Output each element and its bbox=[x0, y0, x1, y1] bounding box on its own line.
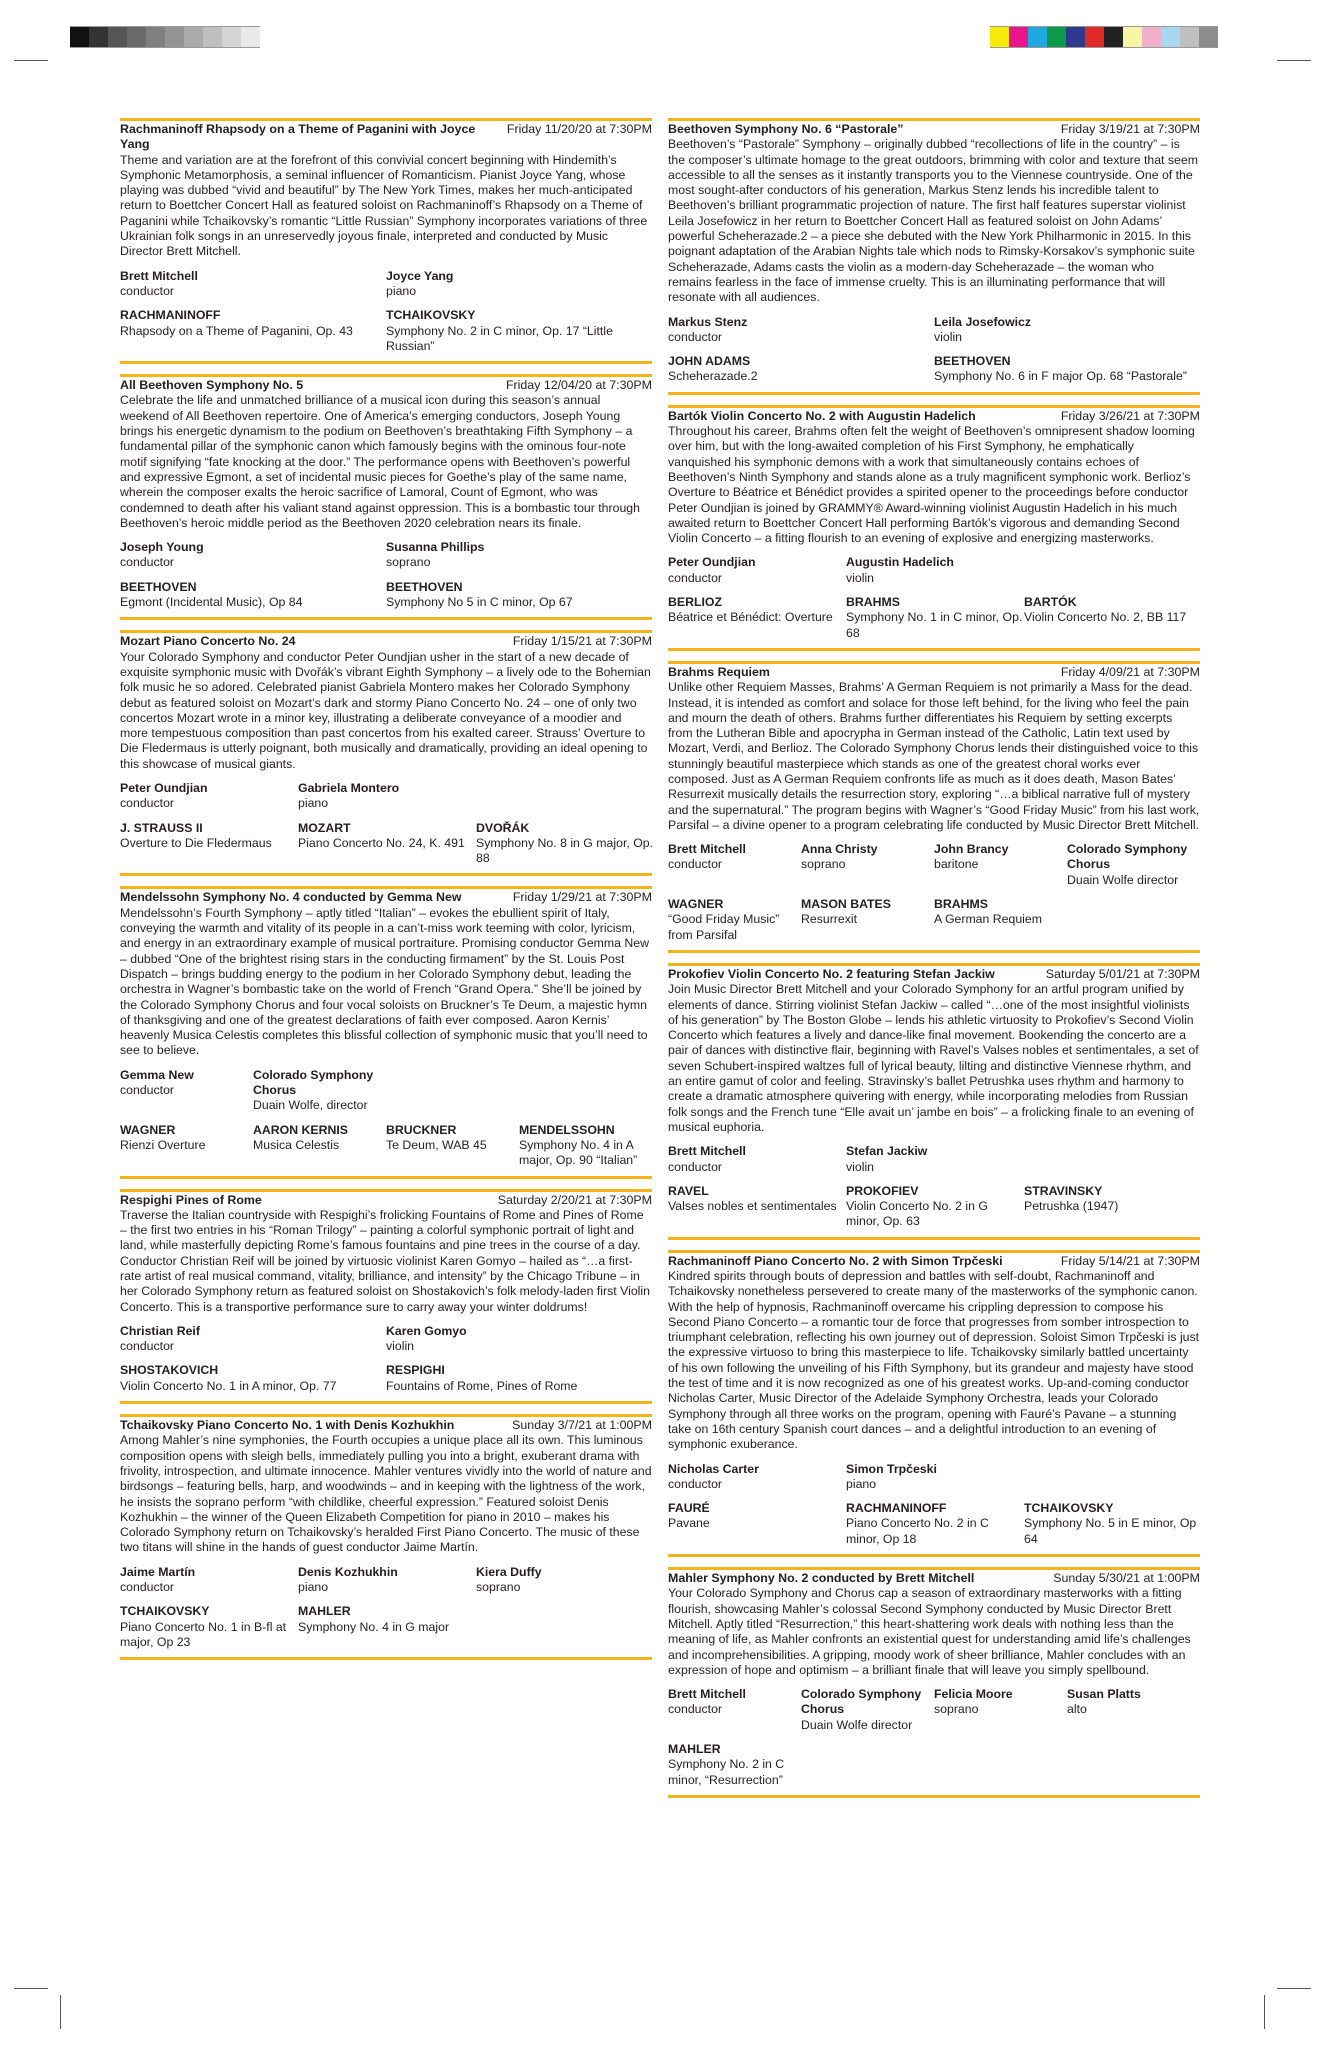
concert-listing bbox=[668, 963, 1200, 1240]
performer-name: Peter Oundjian bbox=[668, 555, 756, 570]
concert-listing bbox=[120, 374, 652, 620]
program-work bbox=[120, 1604, 298, 1650]
program-work bbox=[1024, 1501, 1202, 1547]
concert-header bbox=[668, 118, 1200, 137]
program-work bbox=[120, 1123, 253, 1169]
composer-name: AARON KERNIS bbox=[253, 1122, 348, 1137]
concert-title: Rachmaninoff Piano Concerto No. 2 with Simon Trpčeski bbox=[668, 1253, 1003, 1268]
concert-header bbox=[120, 1414, 652, 1433]
composer-name: STRAVINSKY bbox=[1024, 1183, 1103, 1198]
concert-date: Sunday 5/30/21 at 1:00PM bbox=[1053, 1571, 1200, 1586]
performer bbox=[668, 842, 801, 888]
composer-name: FAURÉ bbox=[668, 1501, 710, 1516]
performer-role: piano bbox=[846, 1476, 877, 1491]
performer-role: alto bbox=[1067, 1702, 1087, 1717]
left-column bbox=[120, 118, 652, 1670]
work-title: Violin Concerto No. 1 in A minor, Op. 77 bbox=[120, 1378, 337, 1393]
performer-list bbox=[120, 269, 652, 300]
program-work bbox=[120, 1363, 386, 1394]
performer bbox=[668, 1687, 801, 1733]
color-swatch bbox=[1009, 26, 1028, 48]
performer-role: violin bbox=[934, 329, 963, 344]
concert-listing bbox=[668, 661, 1200, 953]
concert-date: Friday 3/19/21 at 7:30PM bbox=[1060, 122, 1200, 136]
work-title: Scheherazade.2 bbox=[668, 369, 758, 384]
program-work bbox=[668, 595, 846, 641]
crop-mark bbox=[1277, 1988, 1311, 1989]
performer-list bbox=[668, 315, 1200, 346]
performer-role: soprano bbox=[934, 1702, 979, 1717]
performer bbox=[668, 555, 846, 586]
performer-name: Susan Platts bbox=[1067, 1687, 1141, 1702]
composer-name: MOZART bbox=[298, 820, 351, 835]
performer-list bbox=[668, 1462, 1200, 1493]
concert-header bbox=[120, 630, 652, 649]
color-swatch bbox=[1123, 26, 1142, 48]
program-list bbox=[120, 1363, 652, 1394]
performer-name: Susanna Phillips bbox=[386, 540, 485, 555]
performer bbox=[386, 269, 652, 300]
concert-date: Friday 5/14/21 at 7:30PM bbox=[1060, 1253, 1200, 1268]
program-work bbox=[386, 580, 652, 611]
concert-date: Saturday 5/01/21 at 7:30PM bbox=[1045, 966, 1200, 981]
program-work bbox=[120, 580, 386, 611]
performer bbox=[1067, 842, 1200, 888]
composer-name: MENDELSSOHN bbox=[519, 1122, 615, 1137]
performer-role: violin bbox=[846, 570, 875, 585]
program-list bbox=[120, 580, 652, 611]
performer bbox=[476, 1565, 654, 1596]
performer-list bbox=[668, 1687, 1200, 1733]
program-work bbox=[298, 1604, 476, 1650]
performer bbox=[298, 1565, 476, 1596]
performer-role: piano bbox=[298, 796, 329, 811]
work-title: Pavane bbox=[668, 1516, 710, 1531]
work-title: A German Requiem bbox=[934, 912, 1042, 927]
program-work bbox=[846, 595, 1024, 641]
color-swatch bbox=[1104, 26, 1123, 48]
performer-name: Christian Reif bbox=[120, 1323, 200, 1338]
composer-name: RESPIGHI bbox=[386, 1363, 445, 1378]
performer-list bbox=[120, 1565, 652, 1596]
performer-role: violin bbox=[846, 1159, 875, 1174]
work-title: Symphony No. 5 in E minor, Op 64 bbox=[1024, 1516, 1197, 1546]
performer bbox=[120, 781, 298, 812]
concert-title: Mendelssohn Symphony No. 4 conducted by Gemma New bbox=[120, 890, 462, 905]
color-swatch bbox=[1180, 26, 1199, 48]
performer-list bbox=[120, 1324, 652, 1355]
performer-role: conductor bbox=[120, 1083, 175, 1098]
concert-description: Mendelssohn’s Fourth Symphony – aptly titled “Italian” – evokes the ebullient spirit of Italy, conveying the warmth and vitality of its people in a can’t-miss work teeming with color, lyricism, and energy in an extraordinary example of musical portraiture. Promising conductor Gemma New – dubbed “One of the brightest rising stars in the conducting firmament” by the St. Louis Post Dispatch – brings budding energy to the podium in her Colorado Symphony debut, leading the orchestra in Wagner’s bombastic take on the world of French “Grand Opera.” She’ll be joined by the Colorado Symphony Chorus and four vocal soloists on Bruckner’s Te Deum, a majestic hymn of thanksgiving and one of the greatest declarations of faith ever composed. Aaron Kernis’ heavenly Musica Celestis completes this blissful collection of symphonic music that you’ll need to see to believe. bbox=[120, 905, 650, 1058]
concert-title: Bartók Violin Concerto No. 2 with Augustin Hadelich bbox=[668, 408, 976, 423]
performer bbox=[120, 269, 386, 300]
program-work bbox=[934, 354, 1200, 385]
color-swatch bbox=[1085, 26, 1104, 48]
performer bbox=[298, 781, 476, 812]
performer-list bbox=[120, 1068, 652, 1114]
color-swatch bbox=[222, 26, 241, 48]
performer-name: Joyce Yang bbox=[386, 268, 454, 283]
performer bbox=[801, 842, 934, 888]
performer-name: Simon Trpčeski bbox=[846, 1461, 937, 1476]
performer bbox=[253, 1068, 386, 1114]
performer-role: conductor bbox=[668, 857, 723, 872]
composer-name: BRAHMS bbox=[934, 897, 988, 912]
composer-name: DVOŘÁK bbox=[476, 820, 530, 835]
color-swatch bbox=[184, 26, 203, 48]
concert-title: All Beethoven Symphony No. 5 bbox=[120, 378, 304, 393]
performer bbox=[668, 1144, 846, 1175]
program-work bbox=[386, 308, 652, 354]
work-title: Egmont (Incidental Music), Op 84 bbox=[120, 595, 303, 610]
performer-role: conductor bbox=[668, 1702, 723, 1717]
color-swatch bbox=[1161, 26, 1180, 48]
concert-description: Unlike other Requiem Masses, Brahms’ A German Requiem is not primarily a Mass for the dead. Instead, it is intended as comfort and solace for those left behind, for the living who feel the pain and mourn the death of others. Brahms further differentiates his Requiem by setting excerpts from the Lutheran Bible and apocrypha in German instead of the Catholic, Latin text used by Mozart, Verdi, and Berlioz. The Colorado Symphony Chorus lends their distinguished voice to this stunningly beautiful masterpiece which stands as one of the greatest choral works ever composed. Just as A German Requiem confronts life as much as it does death, Mason Bates’ Resurrexit musically details the resurrection story, exploring “…a biblical narrative full of mystery and the supernatural.” The program begins with Wagner’s “Good Friday Music” from his last work, Parsifal – a divine opener to a program celebrating life conducted by Music Director Brett Mitchell. bbox=[668, 680, 1200, 832]
concert-listing bbox=[120, 886, 652, 1178]
performer-name: Karen Gomyo bbox=[386, 1323, 467, 1338]
concert-date: Sunday 3/7/21 at 1:00PM bbox=[512, 1418, 652, 1433]
program-work bbox=[668, 1742, 801, 1788]
color-swatch bbox=[165, 26, 184, 48]
performer-name: Brett Mitchell bbox=[668, 1144, 746, 1159]
program-work bbox=[934, 897, 1067, 943]
performer bbox=[934, 842, 1067, 888]
program-work bbox=[386, 1363, 652, 1394]
work-title: Overture to Die Fledermaus bbox=[120, 835, 272, 850]
work-title: Piano Concerto No. 1 in B-fl at major, Op 23 bbox=[120, 1619, 287, 1649]
performer-role: piano bbox=[386, 283, 417, 298]
performer-name: Brett Mitchell bbox=[668, 1687, 746, 1702]
concert-description: Kindred spirits through bouts of depression and battles with self-doubt, Rachmaninoff and Tchaikovsky nonetheless persevered to create many of the masterworks of the symphonic canon. With the help of hypnosis, Rachmaninoff overcame his crippling depression to compose his Second Piano Concerto – a romantic tour de force that progresses from somber introspection to triumphant celebration, reflecting his own journey out of depression. Soloist Simon Trpčeski is just the expressive virtuoso to bring this masterpiece to life. Tchaikovsky similarly battled uncertainty of his own following the unveiling of his Fifth Symphony, but its grandeur and majesty have stood the test of time and it is now recognized as one of his greatest works. Up-and-coming conductor Nicholas Carter, Music Director of the Adelaide Symphony Orchestra, leads your Colorado Symphony through all three works on the program, opening with Fauré’s Pavane – a stunning take on 16th century Spanish court dances – and a delightful introduction to an evening of symphonic exuberance. bbox=[668, 1269, 1200, 1452]
color-swatch bbox=[1028, 26, 1047, 48]
performer-role: Duain Wolfe director bbox=[1067, 872, 1179, 887]
concert-listing bbox=[668, 1250, 1200, 1557]
work-title: Valses nobles et sentimentales bbox=[668, 1199, 837, 1214]
work-title: Symphony No 5 in C minor, Op 67 bbox=[386, 595, 573, 610]
work-title: Violin Concerto No. 2, BB 117 bbox=[1024, 610, 1187, 625]
concert-title: Brahms Requiem bbox=[668, 664, 770, 679]
print-color-bar-left bbox=[70, 26, 260, 48]
program-work bbox=[298, 821, 476, 867]
performer bbox=[934, 1687, 1067, 1733]
concert-listing bbox=[668, 118, 1200, 395]
performer-name: Colorado Symphony Chorus bbox=[253, 1067, 374, 1098]
performer-role: soprano bbox=[801, 857, 846, 872]
color-swatch bbox=[203, 26, 222, 48]
performer-name: Jaime Martín bbox=[120, 1564, 196, 1579]
performer-role: conductor bbox=[120, 283, 175, 298]
program-work bbox=[801, 897, 934, 943]
performer bbox=[846, 1144, 1024, 1175]
color-swatch bbox=[1047, 26, 1066, 48]
composer-name: PROKOFIEV bbox=[846, 1183, 919, 1198]
concert-date: Saturday 2/20/21 at 7:30PM bbox=[497, 1192, 652, 1207]
performer bbox=[120, 1324, 386, 1355]
performer-role: conductor bbox=[668, 1476, 723, 1491]
concert-description: Your Colorado Symphony and Chorus cap a season of extraordinary masterworks with a fitting flourish, showcasing Mahler’s colossal Second Symphony conducted by Music Director Brett Mitchell. Aptly titled “Resurrection,” this heart-shattering work deals with nothing less than the meaning of life, as Mahler confronts an existential quest for understanding amid life’s challenges and incomprehensibilities. A gripping, moody work of sheer brilliance, Mahler concludes with an expression of hope and optimism – a brilliant finale that will leave you simply spellbound. bbox=[668, 1586, 1191, 1677]
composer-name: BRUCKNER bbox=[386, 1122, 457, 1137]
work-title: Violin Concerto No. 2 in G minor, Op. 63 bbox=[846, 1199, 988, 1229]
composer-name: MAHLER bbox=[668, 1742, 721, 1757]
concert-date: Friday 12/04/20 at 7:30PM bbox=[505, 378, 652, 393]
performer-list bbox=[668, 842, 1200, 888]
performer-name: Nicholas Carter bbox=[668, 1461, 759, 1476]
performer-name: Stefan Jackiw bbox=[846, 1144, 928, 1159]
program-list bbox=[668, 1742, 1200, 1788]
composer-name: TCHAIKOVSKY bbox=[386, 308, 476, 323]
concert-header bbox=[120, 886, 652, 905]
program-list bbox=[120, 308, 652, 354]
program-work bbox=[120, 308, 386, 354]
concert-description: Celebrate the life and unmatched brilliance of a musical icon during this season’s annual weekend of All Beethoven repertoire. One of America’s emerging conductors, Joseph Young brings his energetic dynamism to the podium on Beethoven’s breathtaking Fifth Symphony – a fundamental pillar of the symphonic canon which famously begins with the ominous four-note motif signifying “fate knocking at the door.” The performance opens with Beethoven’s powerful and expressive Egmont, a set of incidental music pieces for Goethe’s play of the same name, wherein the composer exalts the heroic sacrifice of Lamoral, Count of Egmont, who was condemned to death after his valiant stand against oppression. This is a bombastic tour through Beethoven’s heroic middle period as the Beethoven 2020 celebration nears its finale. bbox=[120, 393, 640, 530]
concert-title: Mozart Piano Concerto No. 24 bbox=[120, 634, 296, 649]
performer-name: Felicia Moore bbox=[934, 1687, 1013, 1702]
performer-name: Brett Mitchell bbox=[120, 268, 198, 283]
concert-description: Your Colorado Symphony and conductor Peter Oundjian usher in the start of a new decade of exquisite symphonic music with Dvořák’s vibrant Eighth Symphony – a lively ode to the Bohemian folk music he so adored. Celebrated pianist Gabriela Montero makes her Colorado Symphony debut as featured soloist on Mozart’s dark and stormy Piano Concerto No. 24 – one of only two concertos Mozart wrote in a minor key, illustrating a deliberate conveyance of a moodier and more tempestuous composition than past concertos from his exalted career. Strauss’ Overture to Die Fledermaus is utterly poignant, both musically and dramatically, providing an ideal opening to this showcase of musical giants. bbox=[120, 649, 651, 771]
work-title: Symphony No. 8 in G major, Op. 88 bbox=[476, 835, 654, 866]
print-color-bar-right bbox=[990, 26, 1218, 48]
program-work bbox=[668, 1501, 846, 1547]
work-title: Symphony No. 2 in C minor, Op. 17 “Little Russian” bbox=[386, 323, 613, 353]
program-list bbox=[668, 897, 1200, 943]
performer-name: Gabriela Montero bbox=[298, 780, 400, 795]
program-work bbox=[668, 1184, 846, 1230]
performer-role: violin bbox=[386, 1339, 415, 1354]
program-work bbox=[668, 897, 801, 943]
performer-list bbox=[120, 540, 652, 571]
performer-role: conductor bbox=[120, 555, 175, 570]
program-list bbox=[120, 821, 652, 867]
concert-date: Friday 1/29/21 at 7:30PM bbox=[512, 890, 652, 905]
performer-role: conductor bbox=[668, 570, 723, 585]
performer-name: Augustin Hadelich bbox=[846, 555, 954, 570]
performer bbox=[386, 1324, 652, 1355]
composer-name: BEETHOVEN bbox=[934, 354, 1011, 369]
concert-header bbox=[668, 405, 1200, 424]
concert-description: Beethoven’s “Pastorale” Symphony – originally dubbed “recollections of life in the country” – is the composer’s ultimate homage to the great outdoors, brimming with color and texture that seem accessible to all the senses as it instantly transports you to the Viennese countryside. One of the most sought-after conductors of his generation, Markus Stenz lends his incredible talent to Beethoven’s brilliant programmatic projection of nature. The first half features superstar violinist Leila Josefowicz in her return to Boettcher Concert Hall as featured soloist on John Adams’ powerful Scheherazade.2 – a piece she debuted with the New York Philharmonic in 2015. In this poignant adaptation of the Arabian Nights tale which nods to Rimsky-Korsakov’s symphonic suite Scheherazade, Adams casts the violin as a modern-day Scheherazade – the woman who remains fearless in the face of immense cruelty. This is an illuminating performance that will resonate with all audiences. bbox=[668, 137, 1198, 305]
performer bbox=[120, 1565, 298, 1596]
crop-mark bbox=[1264, 1995, 1265, 2029]
concert-date: Friday 11/20/20 at 7:30PM bbox=[506, 122, 652, 136]
performer bbox=[1067, 1687, 1200, 1733]
performer-list bbox=[668, 555, 1200, 586]
program-list bbox=[120, 1123, 652, 1169]
work-title: Symphony No. 4 in G major bbox=[298, 1619, 450, 1634]
performer-role: conductor bbox=[668, 329, 723, 344]
composer-name: WAGNER bbox=[668, 897, 724, 912]
program-work bbox=[253, 1123, 386, 1169]
program-list bbox=[668, 1501, 1200, 1547]
concert-title: Tchaikovsky Piano Concerto No. 1 with Denis Kozhukhin bbox=[120, 1418, 455, 1433]
concert-header bbox=[668, 1250, 1200, 1269]
performer-role: baritone bbox=[934, 857, 979, 872]
program-work bbox=[846, 1184, 1024, 1230]
crop-mark bbox=[1277, 60, 1311, 61]
color-swatch bbox=[89, 26, 108, 48]
work-title: Piano Concerto No. 2 in C minor, Op 18 bbox=[846, 1516, 989, 1546]
color-swatch bbox=[1066, 26, 1085, 48]
color-swatch bbox=[108, 26, 127, 48]
program-list bbox=[668, 1184, 1200, 1230]
work-title: Symphony No. 4 in A major, Op. 90 “Italian” bbox=[519, 1137, 638, 1168]
concert-listing bbox=[668, 405, 1200, 651]
composer-name: RACHMANINOFF bbox=[120, 308, 221, 323]
performer-name: Colorado Symphony Chorus bbox=[1067, 842, 1188, 872]
performer-role: piano bbox=[298, 1580, 329, 1595]
right-column bbox=[668, 118, 1200, 1808]
program-work bbox=[846, 1501, 1024, 1547]
composer-name: TCHAIKOVSKY bbox=[1024, 1501, 1114, 1516]
concert-date: Friday 3/26/21 at 7:30PM bbox=[1060, 408, 1200, 423]
program-list bbox=[668, 595, 1200, 641]
composer-name: BEETHOVEN bbox=[120, 579, 197, 594]
composer-name: MASON BATES bbox=[801, 897, 891, 912]
performer-name: Colorado Symphony Chorus bbox=[801, 1687, 922, 1717]
composer-name: BEETHOVEN bbox=[386, 579, 463, 594]
composer-name: SHOSTAKOVICH bbox=[120, 1363, 219, 1378]
program-list bbox=[668, 354, 1200, 385]
composer-name: TCHAIKOVSKY bbox=[120, 1604, 210, 1619]
performer bbox=[668, 315, 934, 346]
work-title: Symphony No. 1 in C minor, Op. 68 bbox=[846, 610, 1023, 640]
performer bbox=[846, 555, 1024, 586]
concert-title: Mahler Symphony No. 2 conducted by Brett Mitchell bbox=[668, 1571, 975, 1586]
color-swatch bbox=[146, 26, 165, 48]
concert-title: Respighi Pines of Rome bbox=[120, 1192, 262, 1207]
work-title: “Good Friday Music” from Parsifal bbox=[668, 912, 780, 942]
performer-role: Duain Wolfe, director bbox=[253, 1098, 368, 1113]
work-title: Symphony No. 6 in F major Op. 68 “Pastorale” bbox=[934, 369, 1187, 384]
program-list bbox=[120, 1604, 652, 1650]
performer-role: soprano bbox=[476, 1580, 521, 1595]
color-swatch bbox=[127, 26, 146, 48]
color-swatch bbox=[70, 26, 89, 48]
composer-name: BRAHMS bbox=[846, 595, 900, 610]
performer-name: Anna Christy bbox=[801, 842, 878, 857]
performer-list bbox=[668, 1144, 1200, 1175]
color-swatch bbox=[990, 26, 1009, 48]
performer-name: Joseph Young bbox=[120, 540, 204, 555]
concert-description: Join Music Director Brett Mitchell and your Colorado Symphony for an artful program unified by elements of dance. Stirring violinist Stefan Jackiw – called “…one of the most insightful violinists of his generation” by The Boston Globe – lends his athletic virtuosity to Prokofiev’s Second Violin Concerto which features a lively and dance-like final movement. Bookending the concerto are a pair of dances with distinctive flair, beginning with Ravel’s Valses nobles et sentimentales, a set of seven Schubert-inspired waltzes full of lyrical beauty, lilting and distinctive Viennese rhythm, and an entire gamut of color and feeling. Stravinsky’s ballet Petrushka uses rhythm and harmony to create a dramatic atmosphere quivering with energy, while incorporating melodies from Russian folk songs and the French tune “Elle avait un’ jambe en bois” – a frolicking finale to an evening of musical euphoria. bbox=[668, 982, 1199, 1134]
program-work bbox=[1024, 595, 1202, 641]
color-swatch bbox=[1142, 26, 1161, 48]
composer-name: J. STRAUSS II bbox=[120, 820, 203, 835]
color-swatch bbox=[1199, 26, 1218, 48]
work-title: Te Deum, WAB 45 bbox=[386, 1137, 487, 1152]
performer-name: Kiera Duffy bbox=[476, 1564, 542, 1579]
work-title: Fountains of Rome, Pines of Rome bbox=[386, 1378, 578, 1393]
concert-header bbox=[120, 1189, 652, 1208]
program-work bbox=[668, 354, 934, 385]
performer-role: conductor bbox=[120, 1580, 175, 1595]
composer-name: JOHN ADAMS bbox=[668, 354, 751, 369]
performer bbox=[934, 315, 1200, 346]
composer-name: BARTÓK bbox=[1024, 595, 1077, 610]
work-title: Béatrice et Bénédict: Overture bbox=[668, 610, 833, 625]
concert-description: Among Mahler’s nine symphonies, the Fourth occupies a unique place all its own. This luminous composition opens with sleigh bells, immediately pulling you into a bright, exuberant drama with frivolity, introspection, and ultimate innocence. Mahler ventures vividly into the world of nature and birdsongs – featuring bells, harp, and woodwinds – and in keeping with the lightness of the work, he insists the soprano perform “with childlike, cheerful expression.” Featured soloist Denis Kozhukhin – the winner of the Queen Elizabeth Competition for piano in 2010 – makes his Colorado Symphony return on Tchaikovsky’s heralded First Piano Concerto. The music of these two titans will shine in the hands of guest conductor Jaime Martín. bbox=[120, 1433, 652, 1555]
concert-title: Beethoven Symphony No. 6 “Pastorale” bbox=[668, 122, 904, 136]
performer-list bbox=[120, 781, 652, 812]
work-title: Resurrexit bbox=[801, 912, 858, 927]
performer-name: Gemma New bbox=[120, 1067, 194, 1082]
performer-name: Markus Stenz bbox=[668, 314, 748, 329]
performer-name: Peter Oundjian bbox=[120, 780, 208, 795]
crop-mark bbox=[14, 60, 48, 61]
composer-name: RACHMANINOFF bbox=[846, 1501, 947, 1516]
concert-listing bbox=[120, 630, 652, 876]
concert-date: Friday 4/09/21 at 7:30PM bbox=[1060, 664, 1200, 679]
concert-header bbox=[120, 118, 652, 153]
performer-role: conductor bbox=[120, 796, 175, 811]
concert-listing bbox=[120, 1189, 652, 1405]
concert-title: Prokofiev Violin Concerto No. 2 featuring Stefan Jackiw bbox=[668, 966, 995, 981]
color-swatch bbox=[241, 26, 260, 48]
performer-role: conductor bbox=[120, 1339, 175, 1354]
performer-name: John Brancy bbox=[934, 842, 1009, 857]
work-title: Symphony No. 2 in C minor, “Resurrection” bbox=[668, 1757, 785, 1787]
concert-description: Traverse the Italian countryside with Respighi’s frolicking Fountains of Rome and Pines of Rome – the first two entries in his “Roman Trilogy” – painting a colorful symphonic portrait of light and land, while masterfully depicting Rome’s famous fountains and pine trees in the course of a day. Conductor Christian Reif will be joined by virtuosic violinist Karen Gomyo – hailed as “…a first-rate artist of real musical command, vitality, brilliance, and intensity” by the Chicago Tribune – in her Colorado Symphony return as featured soloist on Shostakovich’s folk melody-laden first Violin Concerto. This is a transportive performance sure to carry away your winter doldrums! bbox=[120, 1207, 650, 1314]
concert-listing bbox=[120, 118, 652, 364]
performer-name: Leila Josefowicz bbox=[934, 314, 1032, 329]
program-work bbox=[120, 821, 298, 867]
concert-listing bbox=[668, 1567, 1200, 1798]
concert-header bbox=[668, 1567, 1200, 1586]
program-work bbox=[476, 821, 654, 867]
composer-name: WAGNER bbox=[120, 1122, 176, 1137]
performer bbox=[846, 1462, 1024, 1493]
concert-header bbox=[668, 661, 1200, 680]
concert-date: Friday 1/15/21 at 7:30PM bbox=[512, 634, 652, 649]
concert-header bbox=[668, 963, 1200, 982]
performer bbox=[386, 540, 652, 571]
performer-role: conductor bbox=[668, 1159, 723, 1174]
concert-listing bbox=[120, 1414, 652, 1660]
work-title: Rhapsody on a Theme of Paganini, Op. 43 bbox=[120, 323, 353, 338]
performer-role: soprano bbox=[386, 555, 431, 570]
work-title: Rienzi Overture bbox=[120, 1137, 206, 1152]
program-work bbox=[519, 1123, 652, 1169]
performer-name: Brett Mitchell bbox=[668, 842, 746, 857]
concert-description: Theme and variation are at the forefront of this convivial concert beginning with Hindemith’s Symphonic Metamorphosis, a seminal influencer of Romanticism. Pianist Joyce Yang, whose playing was dubbed “vivid and beautiful” by The New York Times, makes her much-anticipated return to Boettcher Concert Hall as featured soloist on Rachmaninoff’s Rhapsody on a Theme of Paganini while Tchaikovsky’s romantic “Little Russian” Symphony incorporates variations of three Ukrainian folk songs in an unreservedly joyous finale, interpreted and conducted by Music Director Brett Mitchell. bbox=[120, 152, 648, 259]
performer bbox=[668, 1462, 846, 1493]
work-title: Piano Concerto No. 24, K. 491 bbox=[298, 835, 465, 850]
composer-name: MAHLER bbox=[298, 1604, 351, 1619]
concert-description: Throughout his career, Brahms often felt the weight of Beethoven’s omnipresent shadow looming over him, but with the long-awaited completion of his First Symphony, he emphatically vanquished his symphonic demons with a work that simultaneously contains echoes of Beethoven’s Ninth Symphony and stands alone as a truly magnificent symphonic work. Berlioz’s Overture to Béatrice et Bénédict provides a spirited opener to the proceedings before conductor Peter Oundjian is joined by GRAMMY® Award-winning violinist Augustin Hadelich in his much awaited return to Boettcher Concert Hall performing Bartók’s vigorous and demanding Second Violin Concerto – a fitting flourish to an evening of explosive and energizing masterworks. bbox=[668, 424, 1195, 546]
program-work bbox=[1024, 1184, 1202, 1230]
composer-name: RAVEL bbox=[668, 1183, 709, 1198]
crop-mark bbox=[14, 1988, 48, 1989]
performer bbox=[120, 1068, 253, 1114]
program-work bbox=[386, 1123, 519, 1169]
performer-name: Denis Kozhukhin bbox=[298, 1564, 398, 1579]
concert-title: Rachmaninoff Rhapsody on a Theme of Paganini with Joyce Yang bbox=[120, 122, 476, 152]
crop-mark bbox=[60, 1995, 61, 2029]
performer-role: Duain Wolfe director bbox=[801, 1717, 913, 1732]
work-title: Petrushka (1947) bbox=[1024, 1199, 1119, 1214]
work-title: Musica Celestis bbox=[253, 1137, 340, 1152]
concert-header bbox=[120, 374, 652, 393]
composer-name: BERLIOZ bbox=[668, 595, 722, 610]
performer bbox=[120, 540, 386, 571]
performer bbox=[801, 1687, 934, 1733]
